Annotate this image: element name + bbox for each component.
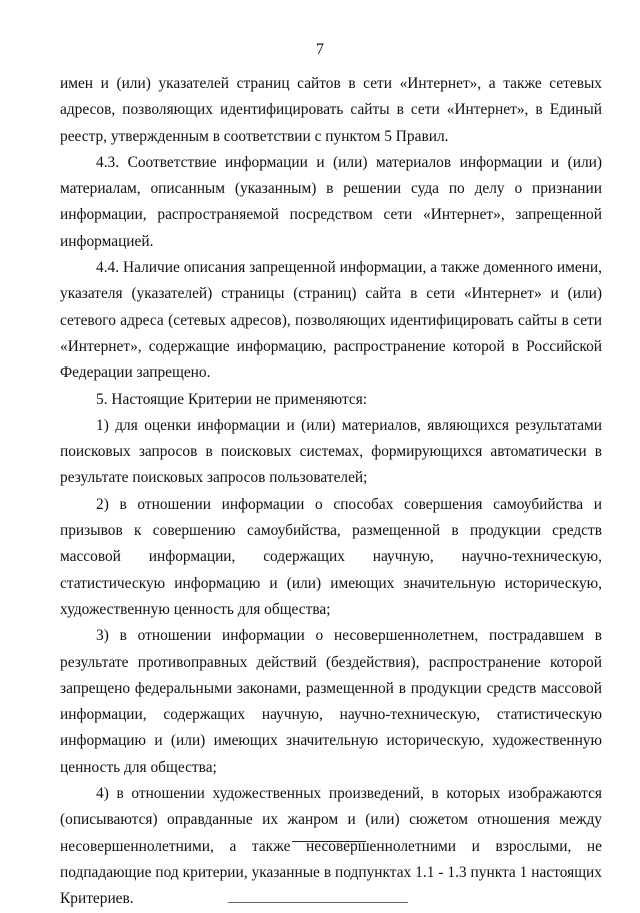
paragraph-5-2: 2) в отношении информации о способах совершения самоубийства и призывов к совершению самоубийства, размещенной в продукции средств массовой информации, содержащих научную, научно-техническую, статистическую информацию и (или) имеющих значительную историческую, художественную ценность для общества;	[60, 495, 602, 618]
paragraph-4-3: 4.3. Соответствие информации и (или) материалов информации и (или) материалам, описанным (указанным) в решении суда по делу о признании информации, распространяемой посредством сети «Интернет», запрещенной информацией.	[60, 153, 602, 250]
paragraph-4-4: 4.4. Наличие описания запрещенной информации, а также доменного имени, указателя (указателей) страницы (страниц) сайта в сети «Интернет» и (или) сетевого адреса (сетевых адресов), позволяющих идентифицировать сайты в сети «Интернет», содержащие информацию, распространение которой в Российской Федерации запрещено.	[60, 259, 602, 382]
paragraph-continuation: имен и (или) указателей страниц сайтов в сети «Интернет», а также сетевых адресов, позволяющих идентифицировать сайты в сети «Интернет», в Единый реестр, утвержденным в соответствии с пунктом 5 Правил.	[60, 75, 602, 145]
paragraph-5-4: 4) в отношении художественных произведений, в которых изображаются (описываются) оправданные их жанром и (или) сюжетом отношения между несовершеннолетними, а также несовершеннолетними и взрослыми, не подпадающие под критерии, указанные в подпунктах 1.1 - 1.3 пункта 1 настоящих Критериев.	[60, 785, 602, 908]
paragraph-5-1: 1) для оценки информации и (или) материалов, являющихся результатами поисковых запросов в поисковых системах, формирующихся автоматически в результате поисковых запросов пользователей;	[60, 416, 602, 487]
paragraph-5-3: 3) в отношении информации о несовершеннолетнем, пострадавшем в результате противоправных действий (бездействия), распространение которой запрещено федеральными законами, размещенной в продукции средств массовой информации, содержащих научную, научно-техническую, статистическую информацию и (или) имеющих значительную историческую, художественную ценность для общества;	[60, 627, 602, 776]
document-body	[60, 71, 602, 913]
paragraph-5: 5. Настоящие Критерии не применяются:	[96, 390, 368, 408]
scan-edge-line	[228, 902, 408, 903]
page-number: 7	[316, 41, 324, 58]
end-of-document-rule	[292, 841, 366, 842]
